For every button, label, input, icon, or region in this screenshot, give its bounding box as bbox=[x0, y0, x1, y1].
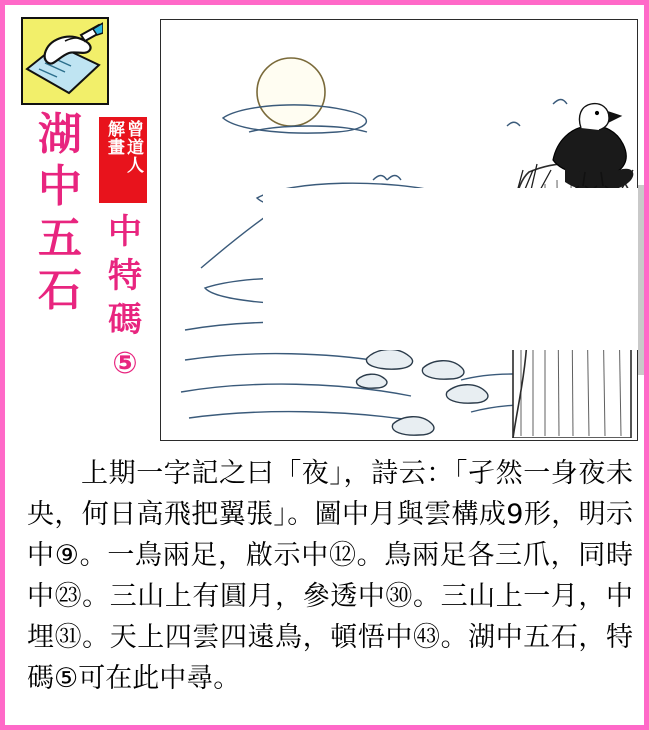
illustration-white-overlay bbox=[263, 188, 644, 350]
hand-writing-on-paper-logo bbox=[23, 19, 103, 99]
header-illustration-area bbox=[5, 5, 644, 445]
subtitle-char-1: 中 bbox=[108, 212, 142, 252]
scrollbar-edge[interactable] bbox=[638, 185, 644, 375]
stamp-text-right: 曾道人 bbox=[123, 120, 143, 174]
title-char-2: 中 bbox=[38, 161, 82, 212]
title-char-3: 五 bbox=[38, 213, 82, 264]
page-title bbox=[25, 109, 95, 317]
subtitle-char-2: 特 bbox=[108, 256, 142, 296]
author-stamp bbox=[99, 117, 147, 203]
subtitle-char-3: 碼 bbox=[108, 300, 142, 340]
article-body: 上期一字記之曰「夜」，詩云：「孑然一身夜未央，何日高飛把翼張」。圖中月與雲構成9形，明示中⑨。一鳥兩足，啟示中⑫。鳥兩足各三爪，同時中㉓。三山上有圓月，參透中㉚。三山上一月，中埋㉛。天上四雲四遠鳥，頓悟中㊸。湖中五石，特碼⑤可在此中尋。 bbox=[27, 458, 633, 694]
title-char-4: 石 bbox=[38, 265, 82, 316]
logo-box bbox=[21, 17, 109, 105]
subtitle-number: ⑤ bbox=[112, 346, 138, 381]
title-char-1: 湖 bbox=[38, 109, 82, 160]
stamp-text-left: 解畫 bbox=[104, 120, 124, 156]
subtitle bbox=[103, 210, 147, 384]
